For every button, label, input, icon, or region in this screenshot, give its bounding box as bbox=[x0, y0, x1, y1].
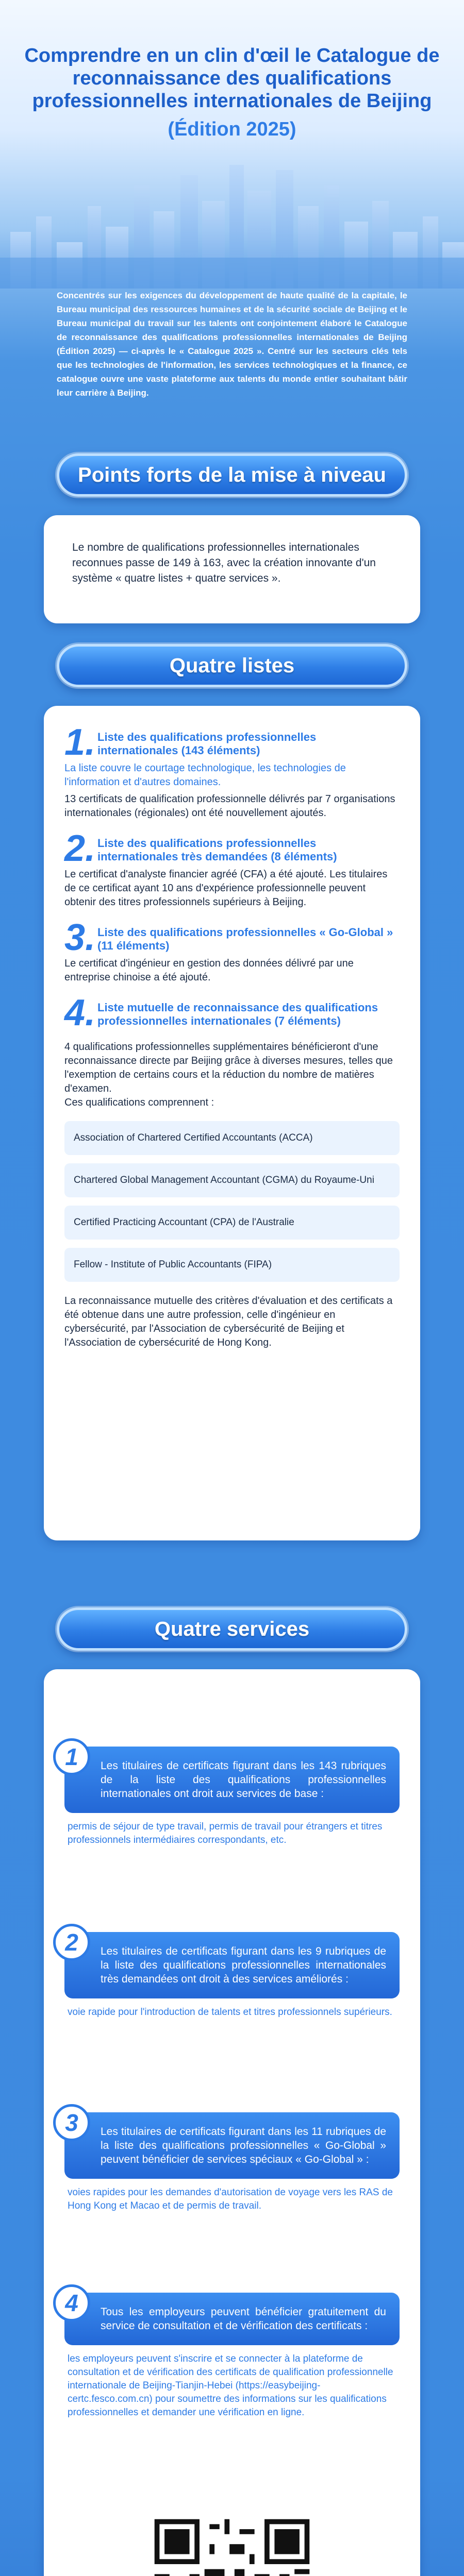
list-number: 4. bbox=[64, 992, 96, 1033]
service-header-text: Tous les employeurs peuvent bénéficier gratuitement du service de consultation et de vérification des certificats : bbox=[101, 2306, 386, 2332]
points-heading bbox=[57, 453, 407, 497]
service-header bbox=[64, 2289, 400, 2345]
services-heading bbox=[57, 1607, 407, 1651]
org-box-cgma: Chartered Global Management Accountant (CGMA) du Royaume-Uni bbox=[64, 1163, 400, 1197]
list-title: Liste mutuelle de reconnaissance des qualifications professionnelles internationales (7 éléments) bbox=[97, 1001, 378, 1027]
lists-heading-label: Quatre listes bbox=[169, 654, 295, 677]
service-body: les employeurs peuvent s'inscrire et se connecter à la plateforme de consultation et de vérification des certificats de qualification professionnelle internationale de Beijing-Tianjin-Hebei (https://easybeijing-certc.fesco.com.cn) pour soumettre des informations sur les qualifications professionnelles et demander une vérification en ligne. bbox=[68, 2353, 393, 2418]
service-header-text: Les titulaires de certificats figurant dans les 11 rubriques de la liste des qualifications professionnelles « Go-Global » peuvent bénéficier de services spéciaux « Go-Global » : bbox=[101, 2126, 386, 2165]
list-body: 4 qualifications professionnelles supplémentaires bénéficieront d'une reconnaissance directe par Beijing grâce à diverses mesures, telles que l'exemption de certains cours et la réduction du nombre de matières d'examen. bbox=[64, 1041, 393, 1094]
points-text: Le nombre de qualifications professionnelles internationales reconnues passe de 149 à 163, avec la création innovante d'un système « quatre listes + quatre services ». bbox=[72, 541, 376, 584]
services-card bbox=[44, 1669, 420, 2576]
service-number-badge: 1 bbox=[53, 1738, 90, 1775]
list-body: 13 certificats de qualification professionnelle délivrés par 7 organisations internationales (régionales) ont été nouvellement ajoutés. bbox=[64, 793, 395, 819]
intro-paragraph: Concentrés sur les exigences du développement de haute qualité de la capitale, le Bureau municipal des ressources humaines et de la sécurité sociale de Beijing et le Bureau municipal du travail sur les talents ont conjointement élaboré le Catalogue de reconnaissance des qualifications professionnelles internationales de Beijing (Édition 2025) — ci-après le « Catalogue 2025 ». Centré sur les secteurs clés tels que les technologies de l'information, les services technologiques et la finance, ce catalogue ouvre une vaste plateforme aux talents du monde entier souhaitant bâtir leur carrière à Beijing. bbox=[57, 291, 407, 398]
service-item-4 bbox=[64, 2289, 400, 2419]
list-body: Le certificat d'ingénieur en gestion des données délivré par une entreprise chinoise a été ajouté. bbox=[64, 958, 354, 983]
qr-code-catalogue[interactable] bbox=[150, 2514, 314, 2576]
city-skyline-illustration bbox=[0, 155, 464, 289]
list-item-4 bbox=[64, 992, 400, 1350]
service-item-2 bbox=[64, 1928, 400, 2019]
list-body-intro: Ces qualifications comprennent : bbox=[64, 1097, 214, 1108]
list-title: Liste des qualifications professionnelles « Go-Global » (11 éléments) bbox=[97, 926, 393, 952]
org-box-acca: Association of Chartered Certified Accountants (ACCA) bbox=[64, 1121, 400, 1155]
hero-banner bbox=[0, 0, 464, 289]
services-heading-label: Quatre services bbox=[154, 1617, 310, 1640]
service-body: voies rapides pour les demandes d'autorisation de voyage vers les RAS de Hong Kong et Macao et de permis de travail. bbox=[68, 2187, 393, 2211]
service-header-text: Les titulaires de certificats figurant dans les 9 rubriques de la liste des qualifications professionnelles internationales très demandées ont droit à des services améliorés : bbox=[101, 1945, 386, 1985]
points-card bbox=[44, 515, 420, 623]
service-header bbox=[64, 2109, 400, 2179]
service-body: voie rapide pour l'introduction de talents et titres professionnels supérieurs. bbox=[68, 2007, 392, 2018]
service-header-text: Les titulaires de certificats figurant dans les 143 rubriques de la liste des qualifications professionnelles internationales ont droit aux services de base : bbox=[101, 1760, 386, 1800]
list-body: Le certificat d'analyste financier agréé (CFA) a été ajouté. Les titulaires de ce certificat ayant 10 ans d'expérience professionnelle peuvent obtenir des titres professionnels supérieurs à Beijing. bbox=[64, 869, 388, 908]
lists-heading bbox=[57, 644, 407, 687]
service-body: permis de séjour de type travail, permis de travail pour étrangers et titres professionnels intermédiaires correspondants, etc. bbox=[68, 1821, 383, 1845]
service-header bbox=[64, 1928, 400, 1998]
list-title: Liste des qualifications professionnelles internationales très demandées (8 éléments) bbox=[97, 837, 337, 863]
page-title: Comprendre en un clin d'œil le Catalogue de reconnaissance des qualifications professionnelles internationales de Beijing bbox=[24, 45, 440, 112]
list-closing: La reconnaissance mutuelle des critères d'évaluation et des certificats a été obtenue dans une autre profession, celle d'ingénieur en cybersécurité, par l'Association de cybersécurité de Beijing et l'Association de cybersécurité de Hong Kong. bbox=[64, 1295, 393, 1348]
org-box-cpa: Certified Practicing Accountant (CPA) de l'Australie bbox=[64, 1206, 400, 1240]
title-block bbox=[21, 44, 443, 141]
list-item-1 bbox=[64, 722, 400, 820]
service-number-badge: 2 bbox=[53, 1924, 90, 1961]
service-item-1 bbox=[64, 1743, 400, 1847]
list-body-highlight: La liste couvre le courtage technologique, les technologies de l'information et d'autres domaines. bbox=[64, 762, 346, 788]
service-header bbox=[64, 1743, 400, 1813]
list-number: 3. bbox=[64, 917, 96, 958]
service-number-badge: 3 bbox=[53, 2104, 90, 2141]
edition-label: (Édition 2025) bbox=[168, 118, 296, 140]
service-item-3 bbox=[64, 2109, 400, 2213]
list-number: 2. bbox=[64, 828, 96, 869]
list-item-3 bbox=[64, 917, 400, 985]
list-title: Liste des qualifications professionnelles internationales (143 éléments) bbox=[97, 731, 317, 757]
lists-card bbox=[44, 706, 420, 1540]
service-number-badge: 4 bbox=[53, 2284, 90, 2321]
points-heading-label: Points forts de la mise à niveau bbox=[78, 463, 386, 486]
list-item-2 bbox=[64, 828, 400, 909]
list-number: 1. bbox=[64, 722, 96, 763]
org-box-fipa: Fellow - Institute of Public Accountants (FIPA) bbox=[64, 1248, 400, 1282]
